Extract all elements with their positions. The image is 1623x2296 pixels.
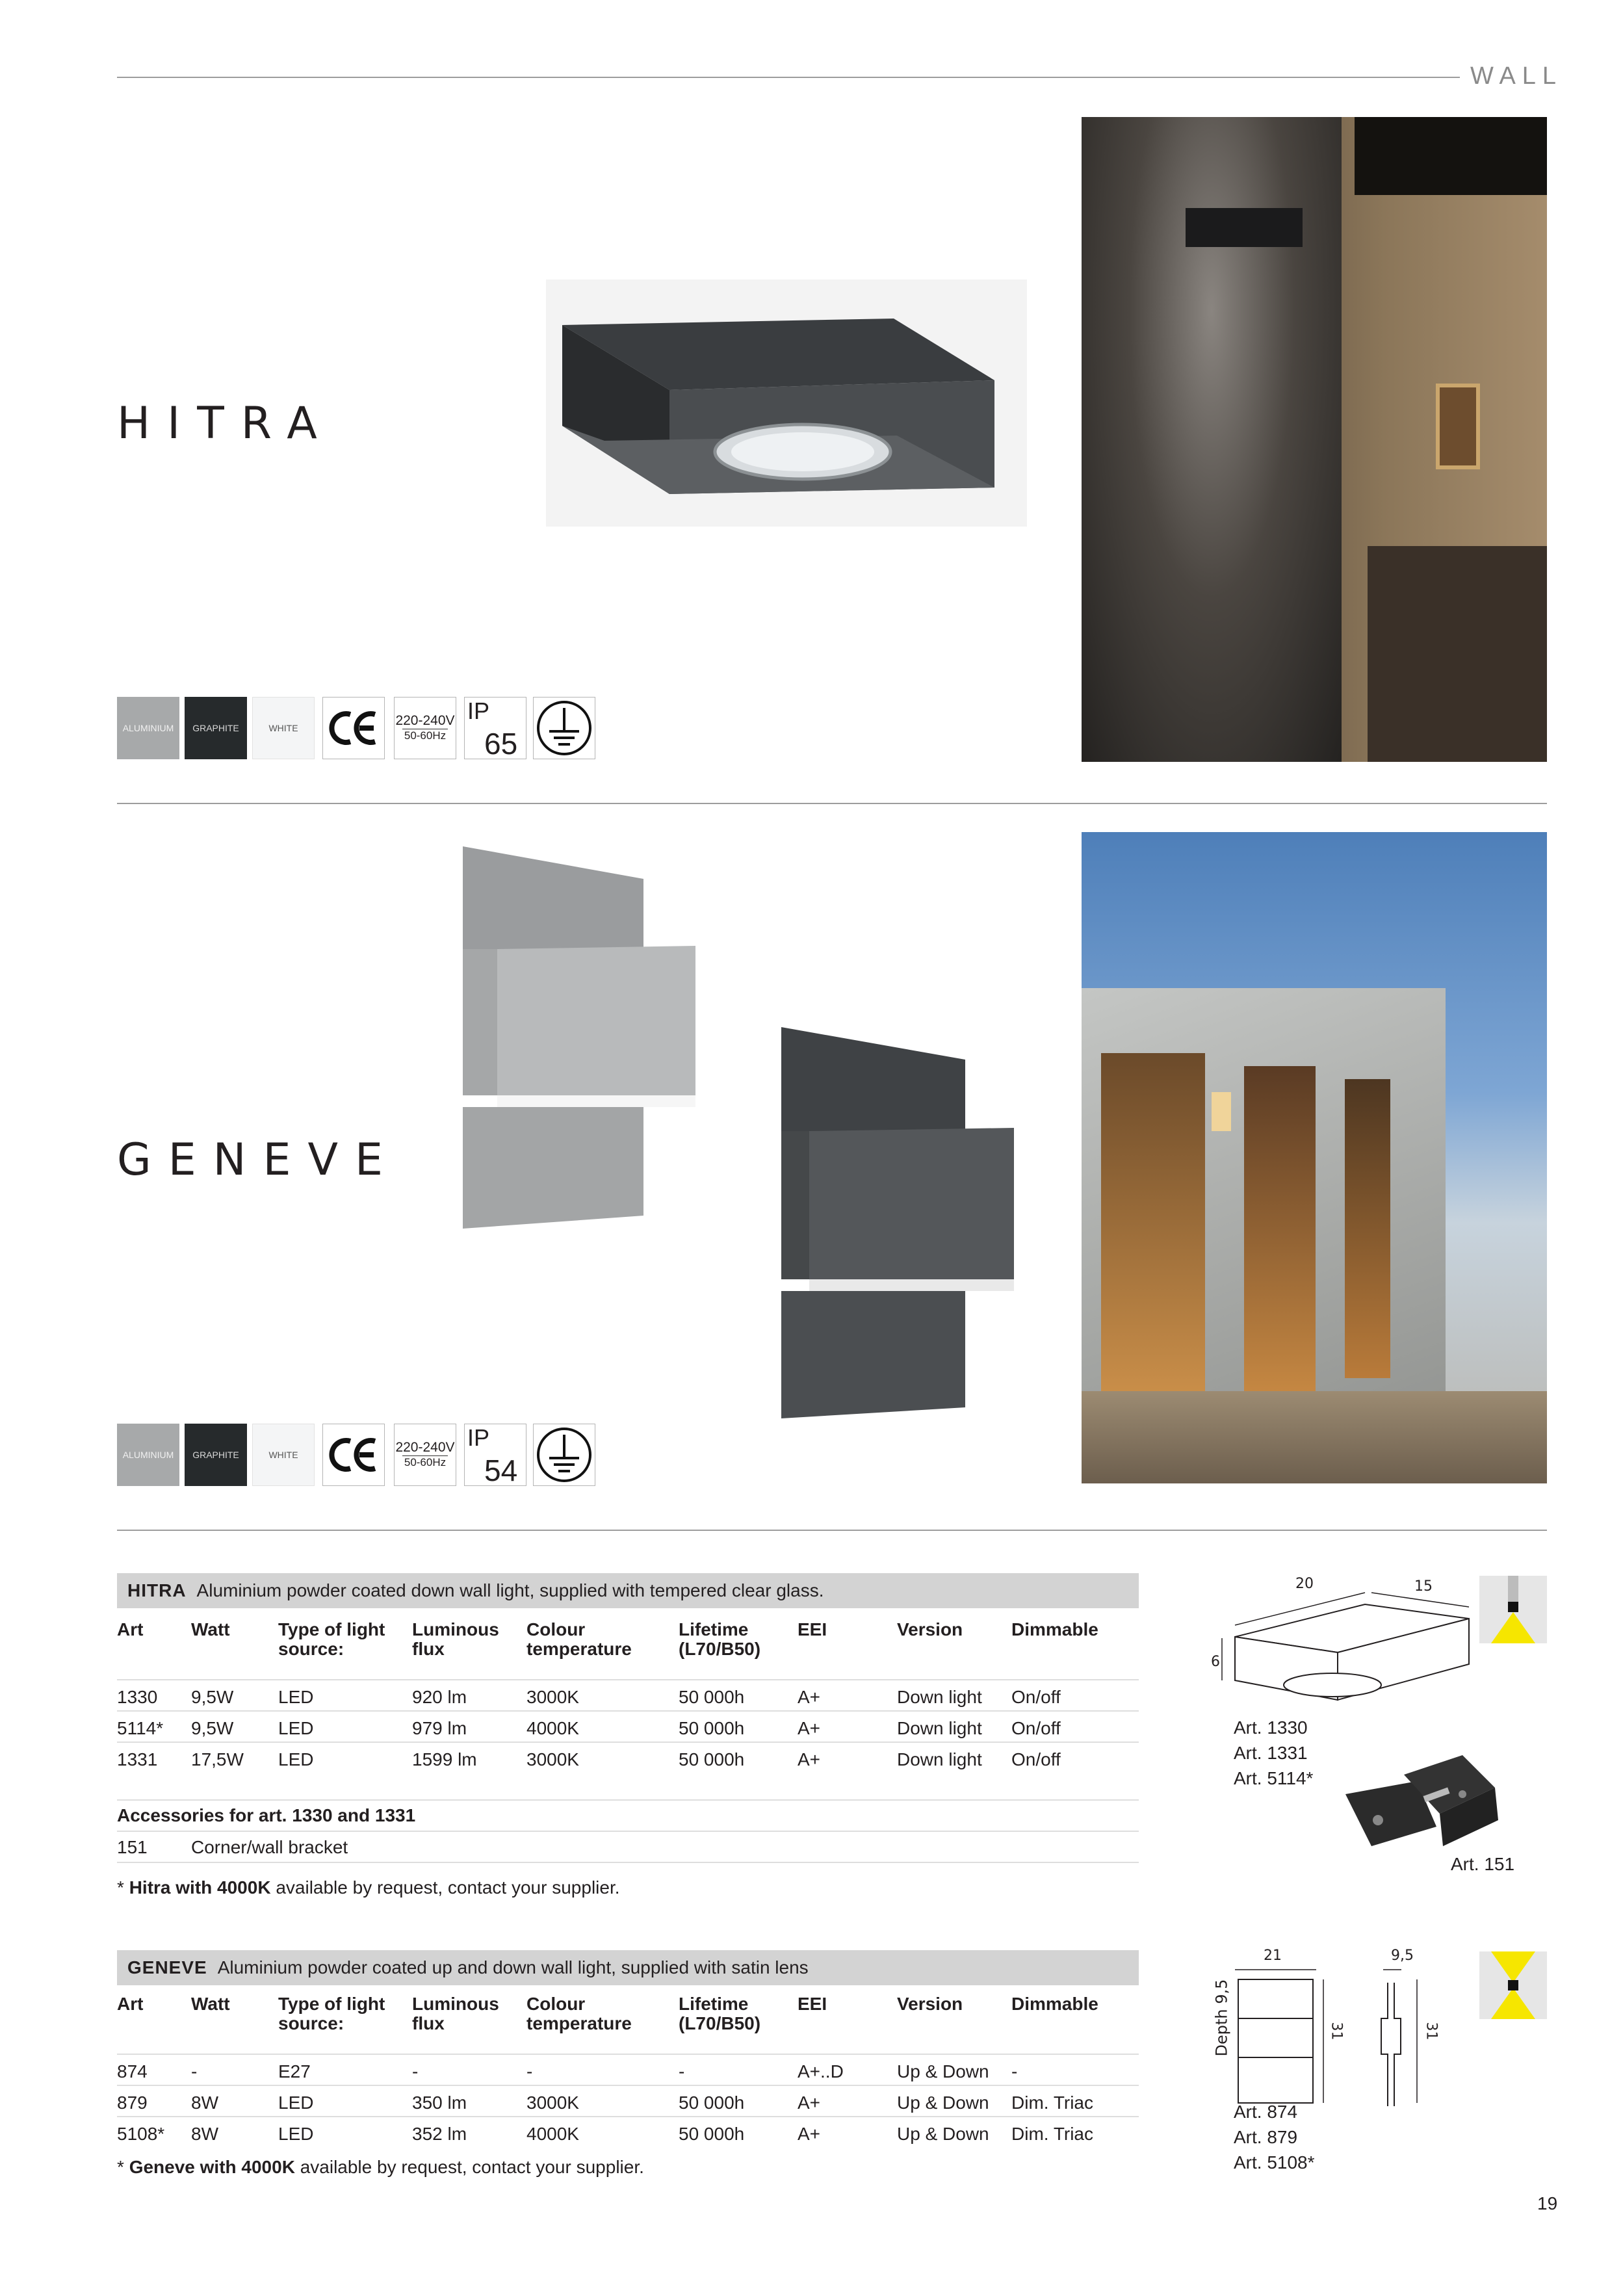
finish-swatch-graphite: GRAPHITE [185,1424,247,1486]
cell-flux: 979 lm [412,1718,467,1738]
ip-label: IP [467,698,490,724]
art-label: Art. 874 [1234,2102,1298,2122]
geneve-dim-height-side: 31 [1423,2022,1440,2041]
cell-lifetime: - [679,2061,685,2081]
cell-eei: A+ [798,1718,821,1738]
cell-version: Down light [897,1718,982,1738]
cell-art: 5114* [117,1718,164,1738]
table-rule [117,1862,1139,1863]
ip-rating-badge [464,1424,526,1486]
cell-colour: 3000K [526,1749,579,1769]
cell-eei: A+ [798,2124,821,2144]
cell-colour: 3000K [526,1687,579,1707]
cell-eei: A+ [798,2093,821,2113]
hitra-dim-width: 20 [1295,1576,1314,1592]
hitra-spec-header [117,1573,1139,1608]
geneve-ambient-photo [1082,832,1547,1483]
col-dimmable: Dimmable [1011,1619,1098,1639]
cell-flux: 350 lm [412,2093,467,2113]
voltage-range: 220-240V [395,713,455,728]
cell-lifetime: 50 000h [679,1749,745,1769]
ce-mark-icon [322,1424,385,1486]
cell-lifetime: 50 000h [679,1718,745,1738]
cell-flux: - [412,2061,419,2081]
cell-watt: 17,5W [191,1749,244,1769]
finish-swatch-aluminium: ALUMINIUM [117,1424,179,1486]
hitra-dim-height: 6 [1211,1654,1220,1670]
art-label: Art. 5114* [1234,1768,1314,1788]
accessory-art: 151 [117,1837,148,1857]
hitra-product-image [546,280,1027,527]
col-colour: Colour temperature [526,1994,632,2033]
geneve-dim-width: 21 [1264,1948,1282,1964]
header-rule [117,77,1460,78]
section-divider [117,803,1547,804]
art-label: Art. 5108* [1234,2152,1315,2172]
geneve-product-image [455,845,1040,1430]
geneve-art-list [1234,2099,1315,2175]
cell-type: LED [278,1718,314,1738]
col-flux: Luminous flux [412,1994,499,2033]
table-rule [117,2085,1139,2086]
cell-colour: - [526,2061,533,2081]
hitra-art-list [1234,1715,1313,1791]
bracket-art-label: Art. 151 [1451,1854,1515,1874]
table-rule [117,1710,1139,1712]
spec-description: Aluminium powder coated up and down wall light, supplied with satin lens [217,1957,809,1977]
finish-swatch-graphite: GRAPHITE [185,697,247,759]
hitra-dim-depth: 15 [1414,1578,1433,1595]
col-eei: EEI [798,1994,827,2014]
cell-eei: A+..D [798,2061,844,2081]
cell-lifetime: 50 000h [679,2124,745,2144]
geneve-spec-header [117,1950,1139,1985]
geneve-dim-depth-top: 9,5 [1391,1948,1414,1964]
cell-lifetime: 50 000h [679,2093,745,2113]
cell-version: Up & Down [897,2124,989,2144]
cell-type: LED [278,2124,314,2144]
cell-flux: 352 lm [412,2124,467,2144]
geneve-depth-label: Depth 9,5 [1212,1979,1231,2057]
cell-flux: 1599 lm [412,1749,477,1769]
cell-dimmable: On/off [1011,1749,1061,1769]
col-art: Art [117,1619,144,1639]
cell-art: 1331 [117,1749,158,1769]
finish-swatch-white: WHITE [252,1424,315,1486]
ip-label: IP [467,1424,490,1451]
spec-product-name: GENEVE [127,1957,207,1977]
col-version: Version [897,1619,963,1639]
col-lifetime: Lifetime (L70/B50) [679,1619,761,1659]
accessory-name: Corner/wall bracket [191,1837,348,1857]
table-rule [117,2116,1139,2117]
light-distribution-updown-icon [1479,1951,1547,2019]
hitra-dimension-drawing [1202,1567,1488,1716]
col-watt: Watt [191,1619,230,1639]
product-title-geneve: GENEVE [117,1134,400,1186]
col-watt: Watt [191,1994,230,2014]
cell-version: Up & Down [897,2061,989,2081]
col-dimmable: Dimmable [1011,1994,1098,2014]
ip-rating-badge [464,697,526,759]
cell-type: E27 [278,2061,311,2081]
cell-watt: 9,5W [191,1687,234,1707]
col-art: Art [117,1994,144,2014]
section-label: WALL [1470,62,1563,90]
cell-watt: 8W [191,2093,218,2113]
cell-art: 5108* [117,2124,165,2144]
col-type: Type of light source: [278,1994,385,2033]
col-flux: Luminous flux [412,1619,499,1659]
cell-eei: A+ [798,1749,821,1769]
geneve-dim-height: 31 [1328,2022,1345,2041]
cell-version: Down light [897,1687,982,1707]
cell-type: LED [278,1749,314,1769]
cell-eei: A+ [798,1687,821,1707]
voltage-badge [394,697,456,759]
frequency-range: 50-60Hz [402,1455,448,1469]
cell-colour: 3000K [526,2093,579,2113]
voltage-badge [394,1424,456,1486]
cell-colour: 4000K [526,1718,579,1738]
hitra-footnote: * Hitra with 4000K available by request, contact your supplier. [117,1877,620,1898]
art-label: Art. 1330 [1234,1717,1308,1738]
section-divider [117,1530,1547,1531]
table-rule [117,1799,1139,1801]
finish-swatch-white: WHITE [252,697,315,759]
cell-dimmable: On/off [1011,1718,1061,1738]
cell-dimmable: Dim. Triac [1011,2124,1093,2144]
page-number: 19 [1537,2193,1558,2213]
finish-swatch-aluminium: ALUMINIUM [117,697,179,759]
cell-lifetime: 50 000h [679,1687,745,1707]
ce-mark-icon [322,697,385,759]
cell-dimmable: - [1011,2061,1018,2081]
col-type: Type of light source: [278,1619,385,1659]
art-label: Art. 1331 [1234,1743,1308,1763]
cell-version: Up & Down [897,2093,989,2113]
earth-ground-icon [533,1424,595,1486]
cell-colour: 4000K [526,2124,579,2144]
table-rule [117,2054,1139,2055]
earth-ground-icon [533,697,595,759]
cell-art: 1330 [117,1687,158,1707]
col-version: Version [897,1994,963,2014]
col-lifetime: Lifetime (L70/B50) [679,1994,761,2033]
ip-value: 54 [484,1454,518,1487]
cell-dimmable: On/off [1011,1687,1061,1707]
cell-dimmable: Dim. Triac [1011,2093,1093,2113]
table-rule [117,1831,1139,1832]
table-rule [117,1679,1139,1680]
cell-version: Down light [897,1749,982,1769]
cell-type: LED [278,1687,314,1707]
geneve-footnote: * Geneve with 4000K available by request, contact your supplier. [117,2157,644,2177]
product-title-hitra: HITRA [117,398,334,449]
cell-watt: - [191,2061,198,2081]
spec-description: Aluminium powder coated down wall light, supplied with tempered clear glass. [196,1580,824,1600]
frequency-range: 50-60Hz [402,729,448,742]
spec-product-name: HITRA [127,1580,187,1600]
art-label: Art. 879 [1234,2127,1298,2147]
col-eei: EEI [798,1619,827,1639]
cell-art: 874 [117,2061,148,2081]
cell-flux: 920 lm [412,1687,467,1707]
cell-type: LED [278,2093,314,2113]
cell-watt: 9,5W [191,1718,234,1738]
accessories-title: Accessories for art. 1330 and 1331 [117,1805,416,1825]
cell-watt: 8W [191,2124,218,2144]
voltage-range: 220-240V [395,1440,455,1455]
table-rule [117,1742,1139,1743]
col-colour: Colour temperature [526,1619,632,1659]
light-distribution-down-icon [1479,1576,1547,1643]
cell-art: 879 [117,2093,148,2113]
hitra-ambient-photo [1082,117,1547,762]
ip-value: 65 [484,727,518,761]
